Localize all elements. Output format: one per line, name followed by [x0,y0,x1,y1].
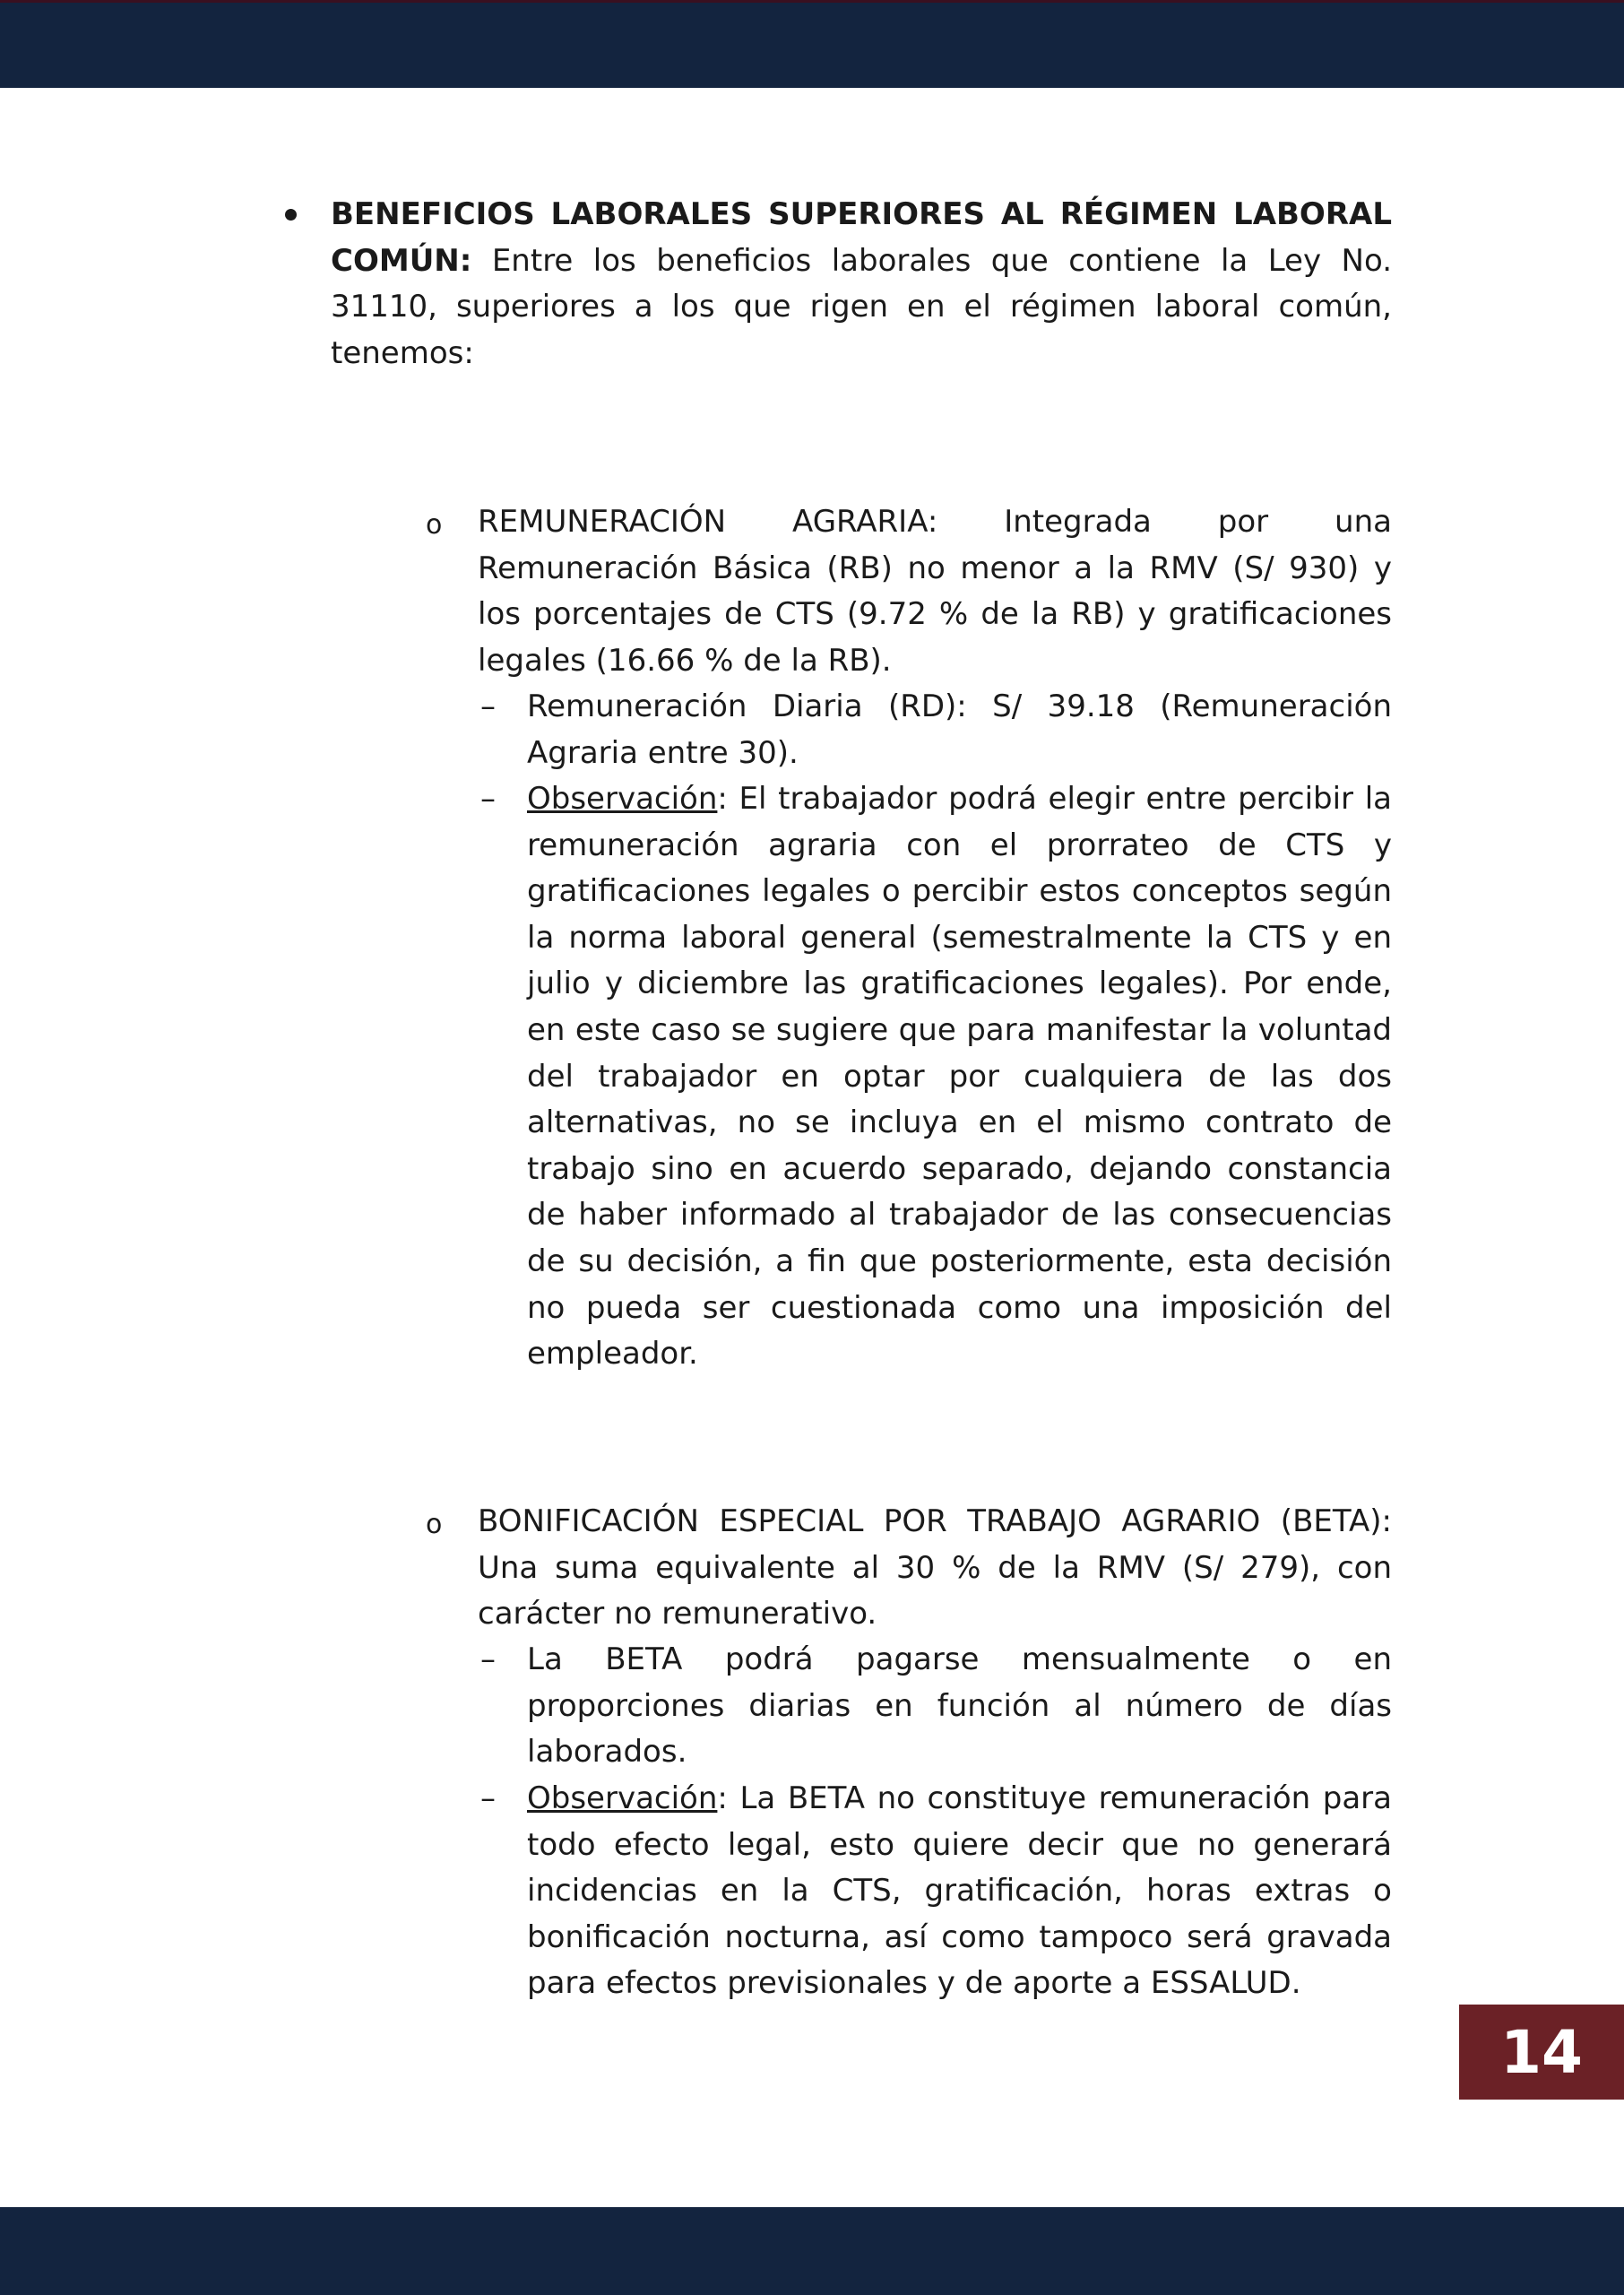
intro-paragraph [331,192,1392,377]
observacion-label: Observación [527,1780,718,1816]
beta-item-1: La BETA podrá pagarse mensualmente o en proporciones diarias en función al número de días laborados. [527,1641,1392,1771]
intro-text: Entre los beneficios laborales que contiene la Ley No. 31110, superiores a los que rigen en el régimen laboral común, tenemos: [331,242,1392,371]
bullet-icon [285,209,297,221]
observacion-text: : La BETA no constituye remuneración para todo efecto legal, esto quiere decir que no generará incidencias en la CTS, gratificación, horas extras o bonificación nocturna, así como tampoco será gravada para efectos previsionales y de aporte a ESSALUD. [527,1780,1392,2002]
dash-icon: – [480,1641,496,1677]
dash-icon: – [480,781,496,817]
dash-icon: – [480,688,496,724]
beta-item-2 [527,1776,1392,2007]
beta-paragraph: BONIFICACIÓN ESPECIAL POR TRABAJO AGRARIO (BETA): Una suma equivalente al 30 % de la RMV (S/ 279), con carácter no remunerativo. [478,1503,1392,1632]
intro-heading: BENEFICIOS LABORALES SUPERIORES AL RÉGIMEN LABORAL COMÚN: [331,196,1392,279]
footer-bar [0,2207,1624,2295]
observacion-label: Observación [527,781,718,817]
remuneracion-item-2 [527,776,1392,1378]
page-number: 14 [1459,2005,1624,2100]
remuneracion-paragraph: REMUNERACIÓN AGRARIA: Integrada por una Remuneración Básica (RB) no menor a la RMV (S/ 930) y los porcentajes de CTS (9.72 % de la RB) y gratificaciones legales (16.66 % de la RB). [478,504,1392,679]
sub-bullet-icon: o [426,509,443,541]
sub-bullet-icon: o [426,1509,443,1540]
header-bar [0,0,1624,88]
remuneracion-item-1: Remuneración Diaria (RD): S/ 39.18 (Remuneración Agraria entre 30). [527,688,1392,771]
dash-icon: – [480,1780,496,1816]
observacion-text: : El trabajador podrá elegir entre percibir la remuneración agraria con el prorrateo de CTS y gratificaciones legales o percibir estos conceptos según la norma laboral general (semestralmente la CTS y en julio y diciembre las gratificaciones legales). Por ende, en este caso se sugiere que para manifestar la voluntad del trabajador en optar por cualquiera de las dos alternativas, no se incluya en el mismo contrato de trabajo sino en acuerdo separado, dejando constancia de haber informado al trabajador de las consecuencias de su decisión, a fin que posteriormente, esta decisión no pueda ser cuestionada como una imposición del empleador. [527,781,1392,1373]
